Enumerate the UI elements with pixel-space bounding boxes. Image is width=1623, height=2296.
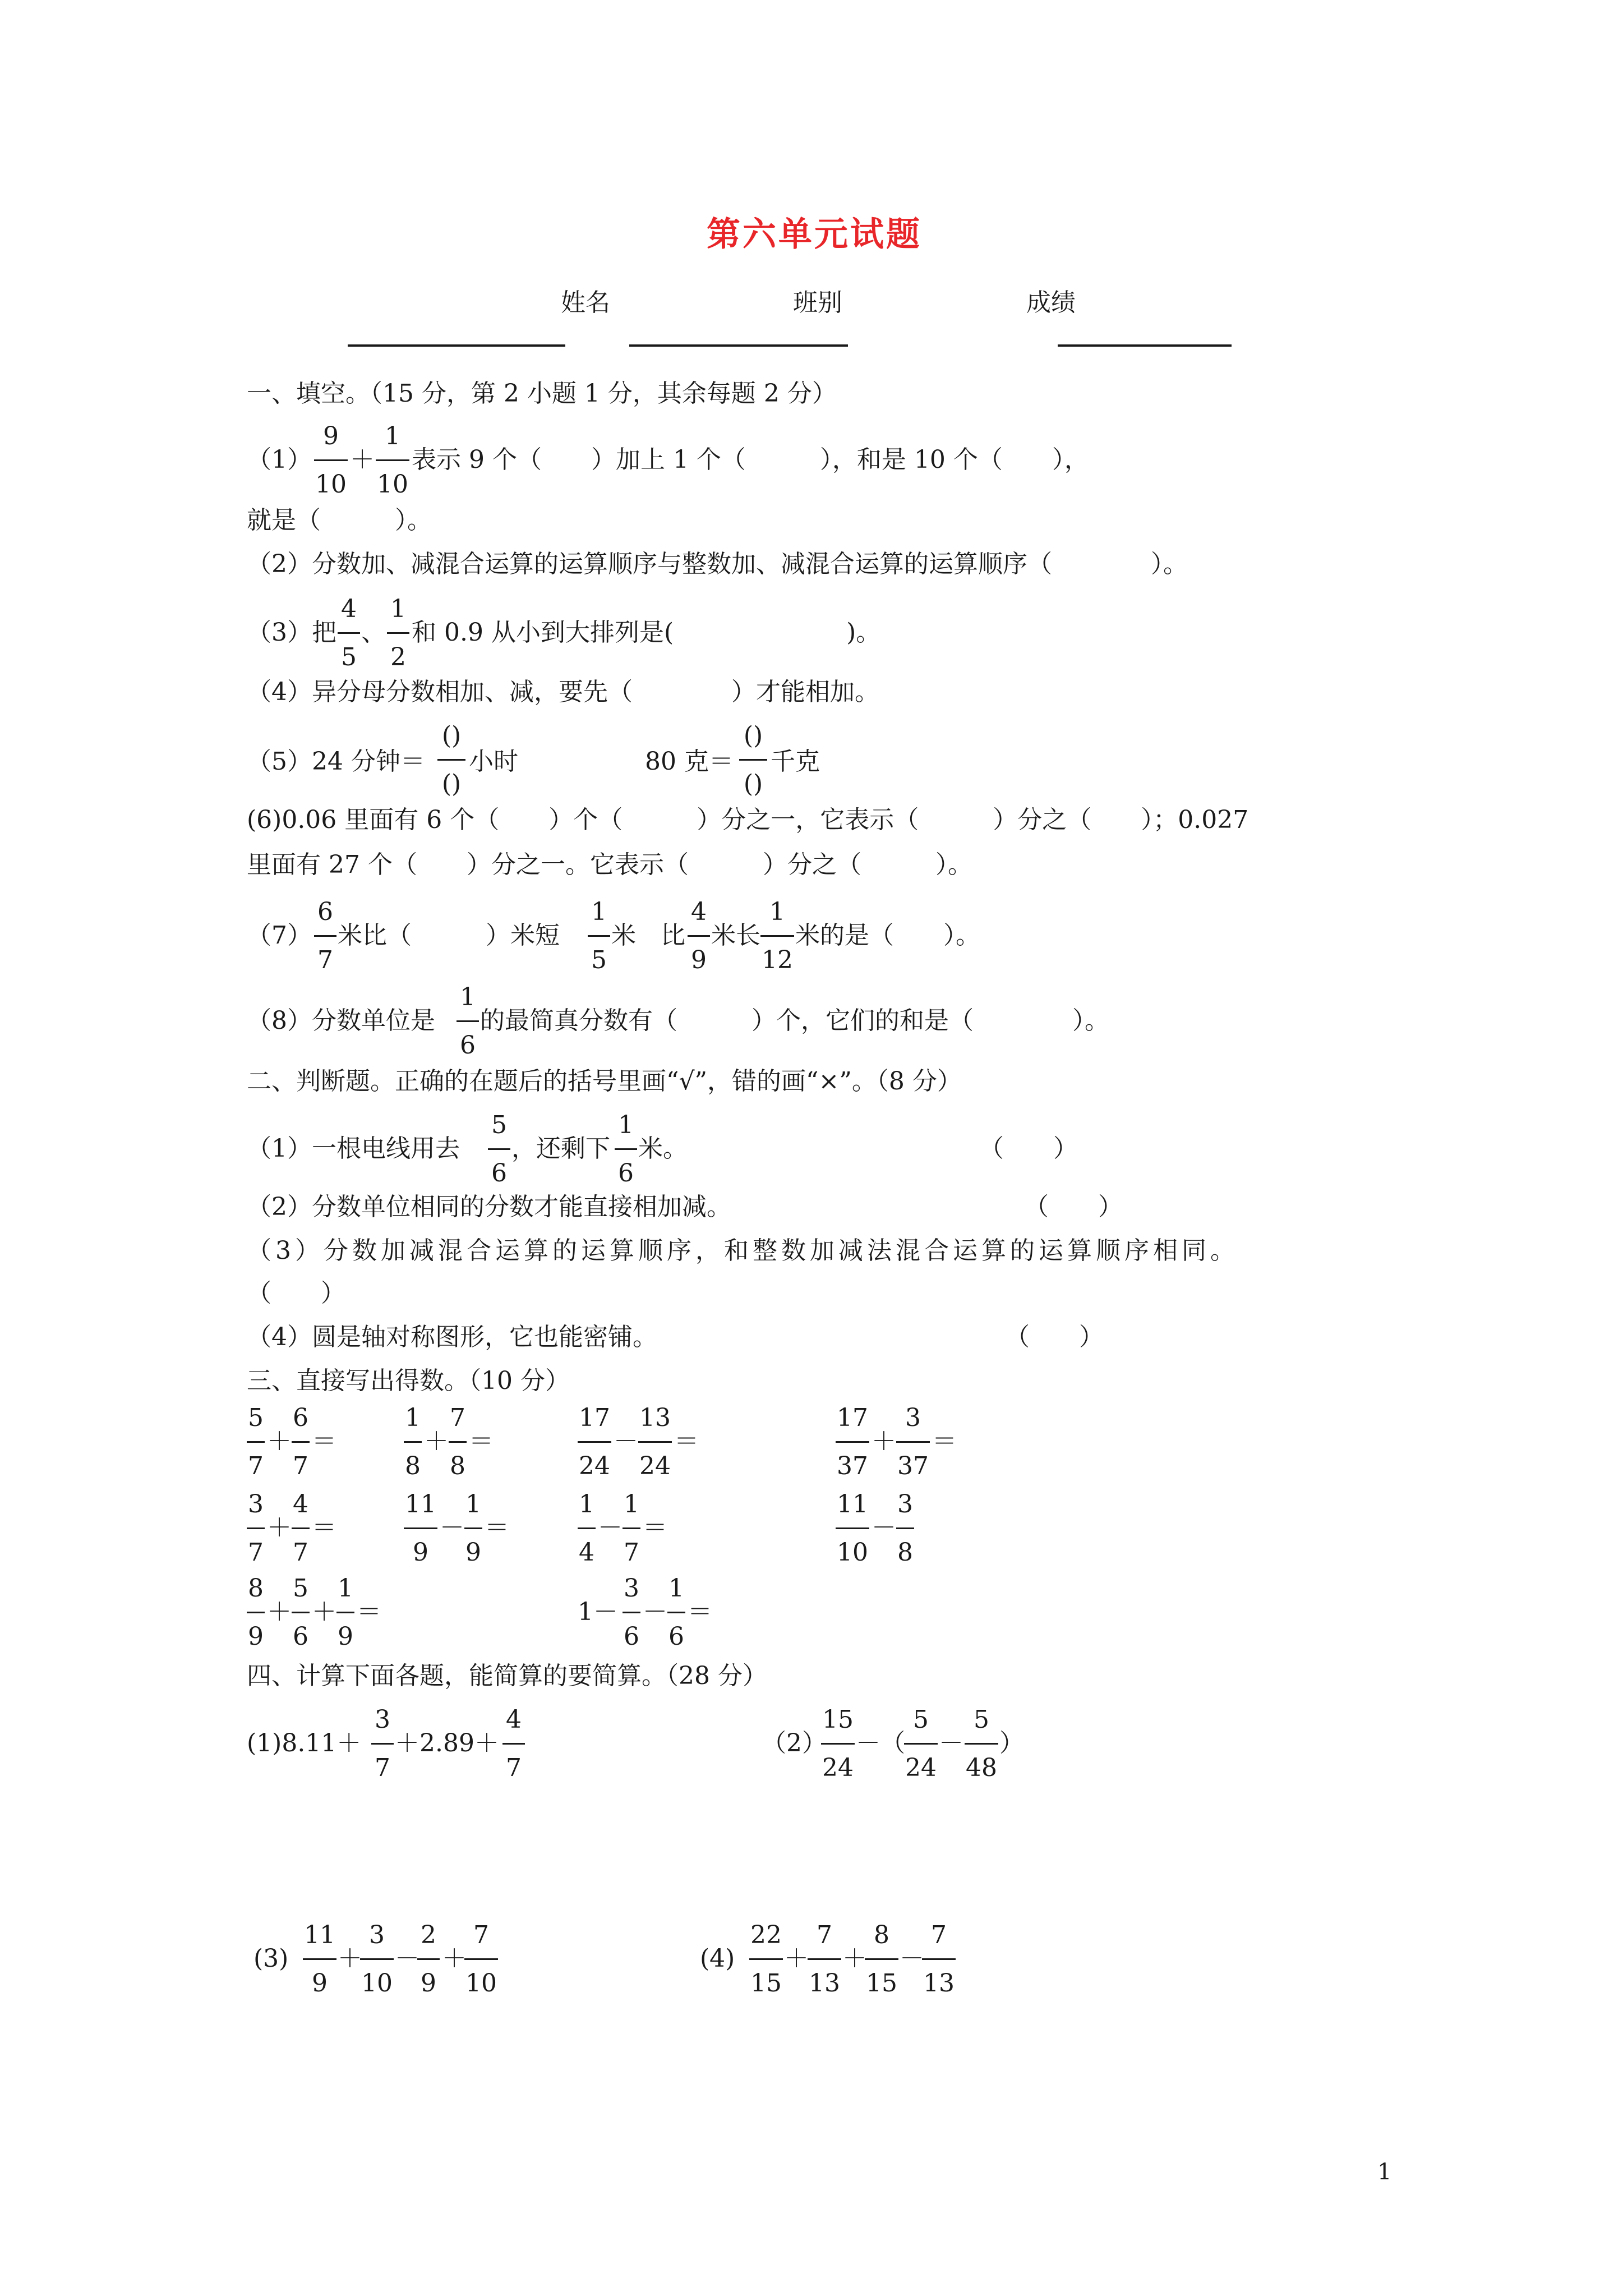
- fraction-bar: [615, 1148, 637, 1150]
- q6-line-2: 里面有 27 个（ ）分之一。它表示（ ）分之（ ）。: [247, 850, 972, 879]
- calc-2-fraction-1: [821, 1705, 855, 1782]
- fraction-bar: [338, 632, 360, 634]
- q2-text: （2）分数加、减混合运算的运算顺序与整数加、减混合运算的运算顺序（ ）。: [247, 550, 1188, 578]
- name-label: 姓名: [561, 288, 610, 317]
- q4-text: （4）异分母分数相加、减，要先（ ）才能相加。: [247, 678, 879, 706]
- denominator: 9: [248, 1622, 264, 1651]
- fraction-bar: [488, 1148, 510, 1150]
- denominator: 24: [639, 1452, 671, 1480]
- equals-sign: ＝: [312, 1427, 336, 1456]
- q7-fraction-2: [588, 900, 610, 973]
- fraction-bar: [688, 935, 710, 937]
- fraction-bar: [247, 1441, 265, 1443]
- name-field-line[interactable]: [348, 344, 565, 347]
- calc-1-fraction-1: [371, 1705, 394, 1782]
- q5-fraction-1: [437, 721, 465, 798]
- fraction-bar: [417, 1958, 440, 1960]
- numerator: 4: [691, 898, 707, 926]
- fraction-bar: [638, 1441, 672, 1443]
- denominator: 13: [809, 1969, 840, 1998]
- math-fraction: [836, 1492, 869, 1565]
- denominator: 24: [822, 1754, 854, 1782]
- calc-3-op-3: ＋: [442, 1944, 467, 1973]
- numerator: 1: [579, 1490, 594, 1519]
- math-operator: －: [440, 1513, 464, 1542]
- numerator: 3: [369, 1921, 385, 1949]
- denominator: 7: [293, 1538, 308, 1567]
- fraction-bar: [292, 1527, 310, 1529]
- numerator: 3: [897, 1490, 913, 1519]
- calc-4-op-1: ＋: [784, 1944, 809, 1973]
- fraction-bar: [292, 1441, 310, 1443]
- numerator: 4: [341, 595, 357, 623]
- math-fraction: [247, 1492, 265, 1565]
- score-field-line[interactable]: [1058, 344, 1232, 347]
- calc-1-prefix: (1)8.11＋: [247, 1729, 362, 1757]
- math-fraction: [667, 1576, 685, 1649]
- numerator: 9: [323, 422, 339, 450]
- denominator: 10: [361, 1969, 393, 1998]
- numerator: 1: [390, 595, 406, 623]
- calc-2-text-3: ）: [999, 1729, 1024, 1757]
- calc-1-middle: ＋2.89＋: [395, 1729, 499, 1757]
- calc-3-op-2: －: [395, 1944, 419, 1973]
- fraction-bar: [749, 1958, 783, 1960]
- numerator: 3: [905, 1404, 921, 1432]
- q7-prefix: （7）: [247, 921, 312, 950]
- denominator: 7: [375, 1754, 390, 1782]
- q7-fraction-4: [760, 900, 794, 973]
- numerator: 4: [293, 1490, 308, 1519]
- denominator: 9: [421, 1969, 436, 1998]
- numerator: 5: [913, 1705, 929, 1734]
- fraction-bar: [739, 759, 767, 761]
- numerator: 5: [974, 1705, 989, 1734]
- calc-4-fraction-2: [808, 1923, 841, 1996]
- denominator: 10: [465, 1969, 497, 1998]
- numerator: 6: [293, 1404, 308, 1432]
- math-operator: ＋: [312, 1598, 336, 1626]
- q8-fraction-1: [457, 985, 479, 1058]
- calc-2-fraction-2: [904, 1705, 938, 1782]
- calc-2-prefix: （2）: [762, 1729, 827, 1757]
- denominator: 9: [338, 1622, 353, 1651]
- numerator: 11: [837, 1490, 868, 1519]
- denominator: 37: [837, 1452, 868, 1480]
- q3-text: 和 0.9 从小到大排列是( )。: [412, 618, 881, 647]
- denominator: (): [441, 770, 462, 798]
- denominator: 24: [905, 1754, 937, 1782]
- calc-3-fraction-4: [464, 1923, 498, 1996]
- denominator: 6: [668, 1622, 684, 1651]
- judge-2-text: （2）分数单位相同的分数才能直接相加减。: [247, 1193, 731, 1221]
- math-fraction: [292, 1576, 310, 1649]
- fraction-bar: [922, 1958, 956, 1960]
- fraction-bar: [457, 1020, 479, 1022]
- q5-unit-hours: 小时: [469, 747, 518, 776]
- denominator: 7: [624, 1538, 639, 1567]
- denominator: 8: [897, 1538, 913, 1567]
- numerator: 8: [248, 1574, 264, 1603]
- equals-sign: ＝: [643, 1513, 667, 1542]
- denominator: 12: [762, 946, 793, 974]
- numerator: 7: [450, 1404, 465, 1432]
- math-fraction: [896, 1492, 914, 1565]
- equals-sign: ＝: [469, 1427, 494, 1456]
- denominator: 15: [866, 1969, 897, 1998]
- math-fraction: [623, 1576, 640, 1649]
- denominator: 6: [624, 1622, 639, 1651]
- numerator: 1: [460, 983, 476, 1011]
- math-fraction: [623, 1492, 640, 1565]
- numerator: (): [743, 721, 763, 750]
- denominator: 48: [966, 1754, 997, 1782]
- math-operator: －: [643, 1598, 667, 1626]
- math-fraction: [836, 1406, 869, 1479]
- numerator: 1: [338, 1574, 353, 1603]
- q5-fraction-2: [739, 721, 767, 798]
- fraction-bar: [965, 1743, 998, 1745]
- math-fraction: [896, 1406, 930, 1479]
- numerator: 15: [822, 1705, 854, 1734]
- numerator: 22: [750, 1921, 782, 1949]
- numerator: 17: [837, 1404, 868, 1432]
- q6-line-1: (6)0.06 里面有 6 个（ ）个（ ）分之一，它表示（ ）分之（ ）；0.027: [247, 806, 1249, 834]
- calc-2-fraction-3: [965, 1705, 998, 1782]
- numerator: 6: [317, 898, 333, 926]
- numerator: 4: [506, 1705, 522, 1734]
- judge-1-fraction-1: [488, 1113, 510, 1186]
- q7-text-4: 米的是（ ）。: [795, 921, 980, 950]
- numerator: 11: [405, 1490, 436, 1519]
- denominator: 37: [897, 1452, 929, 1480]
- q1-text: 表示 9 个（ ）加上 1 个（ ），和是 10 个（ ），: [412, 445, 1089, 474]
- q7-text-1: 米比（ ）米短: [338, 921, 560, 950]
- denominator: 7: [248, 1538, 264, 1567]
- q1-fraction-1: [314, 424, 348, 497]
- q1-plus: ＋: [350, 445, 375, 474]
- equals-sign: ＝: [312, 1513, 336, 1542]
- numerator: 7: [817, 1921, 832, 1949]
- calc-3-fraction-3: [417, 1923, 440, 1996]
- numerator: 1: [769, 898, 785, 926]
- fraction-bar: [623, 1612, 640, 1613]
- math-operator: －: [598, 1513, 623, 1542]
- judge-4-text: （4）圆是轴对称图形，它也能密铺。: [247, 1323, 657, 1351]
- fraction-bar: [667, 1612, 685, 1613]
- numerator: 13: [639, 1404, 671, 1432]
- q3-prefix: （3）把: [247, 618, 336, 647]
- calc-2-text-2: －: [939, 1729, 963, 1757]
- math-operator: ＋: [267, 1513, 292, 1542]
- numerator: 1: [465, 1490, 481, 1519]
- numerator: 1: [385, 422, 400, 450]
- q7-text-3: 米长: [711, 921, 760, 950]
- math-fraction: [404, 1406, 422, 1479]
- judge-1-text-1: ，还剩下: [511, 1134, 610, 1163]
- numerator: (): [441, 721, 462, 750]
- denominator: 9: [465, 1538, 481, 1567]
- fraction-bar: [865, 1958, 898, 1960]
- equals-sign: ＝: [932, 1427, 957, 1456]
- section-1-heading: 一、填空。（15 分，第 2 小题 1 分，其余每题 2 分）: [247, 379, 837, 408]
- denominator: 4: [579, 1538, 594, 1567]
- judge-2-answer-bracket[interactable]: （ ）: [1024, 1193, 1123, 1221]
- calc-4-prefix: (4): [700, 1944, 735, 1973]
- numerator: 1: [668, 1574, 684, 1603]
- denominator: 9: [413, 1538, 428, 1567]
- math-operator: －: [614, 1427, 638, 1456]
- fraction-bar: [808, 1958, 841, 1960]
- fraction-bar: [896, 1441, 930, 1443]
- fraction-bar: [360, 1958, 394, 1960]
- q1-continuation: 就是（ ）。: [247, 506, 432, 535]
- math-fraction: [638, 1406, 672, 1479]
- section-2-heading: 二、判断题。正确的在题后的括号里画“√”，错的画“×”。（8 分）: [247, 1067, 962, 1096]
- numerator: 5: [248, 1404, 264, 1432]
- math-operator: ＋: [267, 1598, 292, 1626]
- fraction-bar: [314, 459, 348, 461]
- fraction-bar: [464, 1958, 498, 1960]
- calc-3-prefix: (3): [253, 1944, 289, 1973]
- denominator: 5: [341, 643, 357, 671]
- numerator: 7: [931, 1921, 947, 1949]
- q5-middle: 80 克＝: [645, 747, 734, 776]
- fraction-bar: [578, 1527, 596, 1529]
- math-fraction: [578, 1406, 611, 1479]
- fraction-bar: [404, 1441, 422, 1443]
- denominator: 2: [390, 643, 406, 671]
- denominator: 8: [405, 1452, 421, 1480]
- calc-4-fraction-4: [922, 1923, 956, 1996]
- calc-4-op-2: ＋: [842, 1944, 867, 1973]
- section-4-heading: 四、计算下面各题，能简算的要简算。（28 分）: [247, 1662, 767, 1690]
- fraction-bar: [836, 1527, 869, 1529]
- calc-4-fraction-1: [749, 1923, 783, 1996]
- fraction-bar: [836, 1441, 869, 1443]
- equals-sign: ＝: [485, 1513, 509, 1542]
- equals-sign: ＝: [688, 1598, 712, 1626]
- numerator: 8: [874, 1921, 889, 1949]
- denominator: 9: [691, 946, 707, 974]
- fraction-bar: [437, 759, 465, 761]
- numerator: 3: [375, 1705, 390, 1734]
- numerator: 11: [304, 1921, 335, 1949]
- denominator: 13: [923, 1969, 955, 1998]
- fraction-bar: [588, 935, 610, 937]
- math-fraction: [247, 1406, 265, 1479]
- math-fraction: [336, 1576, 354, 1649]
- q3-separator: 、: [361, 618, 386, 647]
- q3-fraction-2: [387, 597, 409, 670]
- denominator: 6: [618, 1159, 634, 1188]
- math-fraction: [404, 1492, 437, 1565]
- fraction-bar: [371, 1743, 394, 1745]
- fraction-bar: [760, 935, 794, 937]
- numerator: 17: [579, 1404, 610, 1432]
- calc-1-fraction-2: [502, 1705, 525, 1782]
- judge-4-answer-bracket[interactable]: （ ）: [1005, 1323, 1104, 1351]
- math-fraction: [292, 1406, 310, 1479]
- denominator: (): [743, 770, 763, 798]
- fraction-bar: [449, 1441, 467, 1443]
- fraction-bar: [314, 935, 336, 937]
- denominator: 7: [248, 1452, 264, 1480]
- numerator: 5: [491, 1111, 507, 1139]
- fraction-bar: [623, 1527, 640, 1529]
- math-fraction: [464, 1492, 482, 1565]
- judge-1-answer-bracket[interactable]: （ ）: [979, 1134, 1078, 1163]
- denominator: 9: [312, 1969, 328, 1998]
- fraction-bar: [387, 632, 409, 634]
- fraction-bar: [247, 1527, 265, 1529]
- fraction-bar: [303, 1958, 336, 1960]
- numerator: 3: [624, 1574, 639, 1603]
- section-3-heading: 三、直接写出得数。（10 分）: [247, 1366, 570, 1395]
- judge-1-prefix: （1）一根电线用去: [247, 1134, 460, 1163]
- equals-sign: ＝: [674, 1427, 699, 1456]
- denominator: 7: [506, 1754, 522, 1782]
- denominator: 15: [750, 1969, 782, 1998]
- denominator: 8: [450, 1452, 465, 1480]
- fraction-bar: [336, 1612, 354, 1613]
- fraction-bar: [464, 1527, 482, 1529]
- q8-prefix: （8）分数单位是: [247, 1006, 435, 1035]
- math-operator: －: [872, 1513, 896, 1542]
- calc-3-op-1: ＋: [338, 1944, 362, 1973]
- calc-4-fraction-3: [865, 1923, 898, 1996]
- q5-unit-kg: 千克: [771, 747, 820, 776]
- numerator: 5: [293, 1574, 308, 1603]
- numerator: 7: [473, 1921, 489, 1949]
- fraction-bar: [376, 459, 409, 461]
- denominator: 7: [317, 946, 333, 974]
- class-label: 班别: [793, 288, 842, 317]
- fraction-bar: [896, 1527, 914, 1529]
- math-operator: ＋: [267, 1427, 292, 1456]
- q5-prefix: （5）24 分钟＝: [247, 747, 425, 776]
- calc-3-fraction-2: [360, 1923, 394, 1996]
- equals-sign: ＝: [357, 1598, 381, 1626]
- fraction-bar: [904, 1743, 938, 1745]
- math-operator: ＋: [872, 1427, 896, 1456]
- denominator: 7: [293, 1452, 308, 1480]
- q7-fraction-3: [688, 900, 710, 973]
- numerator: 1: [624, 1490, 639, 1519]
- fraction-bar: [404, 1527, 437, 1529]
- denominator: 6: [293, 1622, 308, 1651]
- denominator: 5: [591, 946, 607, 974]
- fraction-bar: [292, 1612, 310, 1613]
- denominator: 6: [460, 1031, 476, 1060]
- math-fraction: [292, 1492, 310, 1565]
- class-field-line[interactable]: [629, 344, 848, 347]
- numerator: 2: [421, 1921, 436, 1949]
- math-operator: ＋: [424, 1427, 449, 1456]
- judge-3-text: （3）分数加减混合运算的运算顺序，和整数加减法混合运算的运算顺序相同。: [247, 1236, 1239, 1265]
- numerator: 3: [248, 1490, 264, 1519]
- denominator: 10: [377, 470, 408, 499]
- numerator: 1: [618, 1111, 634, 1139]
- page-title: 第六单元试题: [707, 215, 922, 254]
- math-fraction: [247, 1576, 265, 1649]
- fraction-bar: [578, 1441, 611, 1443]
- fraction-bar: [247, 1612, 265, 1613]
- denominator: 6: [491, 1159, 507, 1188]
- fraction-bar: [502, 1743, 525, 1745]
- page-number: 1: [1377, 2159, 1392, 2185]
- q1-fraction-2: [376, 424, 409, 497]
- judge-1-text-2: 米。: [638, 1134, 688, 1163]
- numerator: 1: [591, 898, 607, 926]
- denominator: 10: [837, 1538, 868, 1567]
- math-fraction: [578, 1492, 596, 1565]
- denominator: 24: [579, 1452, 610, 1480]
- q7-fraction-1: [314, 900, 336, 973]
- calc-3-fraction-1: [303, 1923, 336, 1996]
- judge-3-answer-bracket[interactable]: （ ）: [247, 1279, 345, 1308]
- q8-text: 的最简真分数有（ ）个，它们的和是（ ）。: [480, 1006, 1109, 1035]
- judge-1-fraction-2: [615, 1113, 637, 1186]
- calc-4-op-3: －: [900, 1944, 924, 1973]
- math-fraction: [449, 1406, 467, 1479]
- fraction-bar: [821, 1743, 855, 1745]
- q7-text-2: 米 比: [611, 921, 685, 950]
- q3-fraction-1: [338, 597, 360, 670]
- score-label: 成绩: [1026, 288, 1076, 317]
- calc-2-text-1: －（: [856, 1729, 905, 1757]
- math-operator: 1－: [578, 1598, 618, 1626]
- numerator: 1: [405, 1404, 421, 1432]
- denominator: 10: [315, 470, 347, 499]
- q1-prefix: （1）: [247, 445, 312, 474]
